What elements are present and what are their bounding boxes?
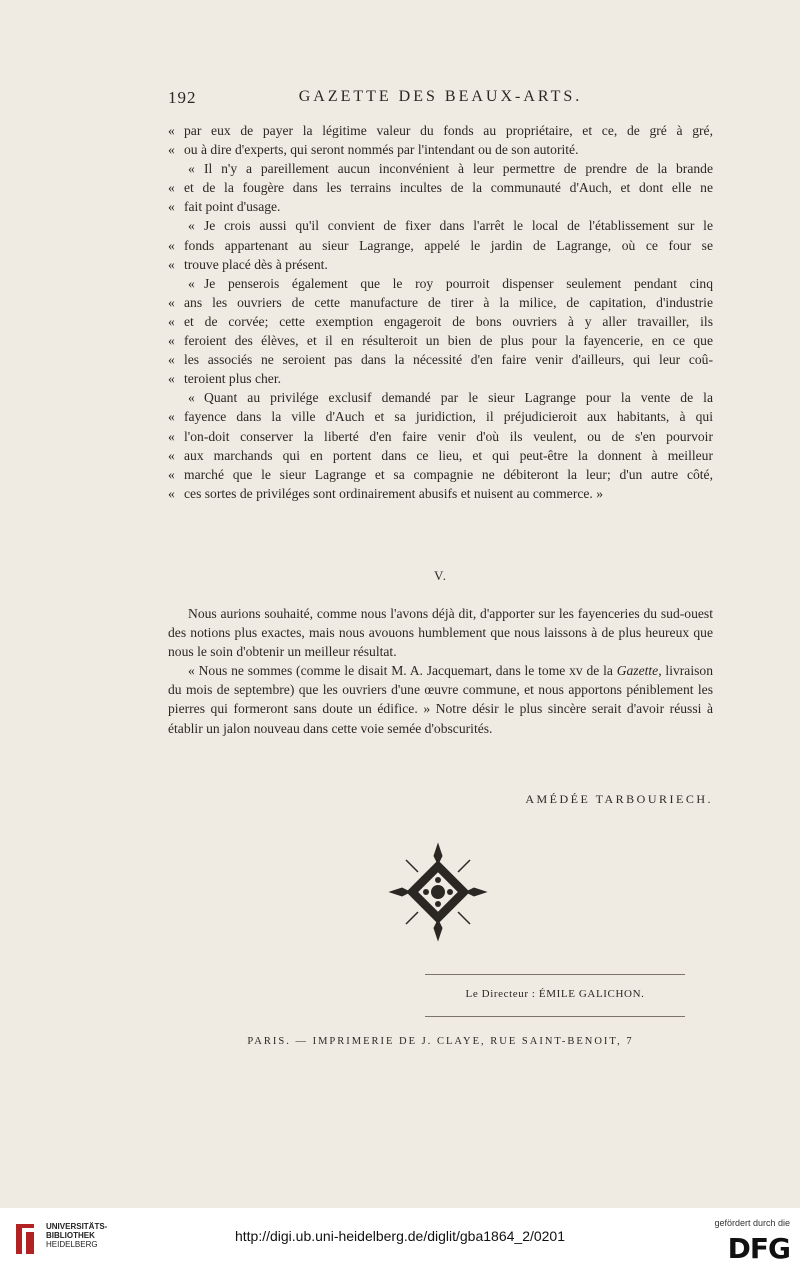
quote-line-text: feroient des élèves, et il en résulteroit un bien de plus pour la fayencerie, en ce que: [184, 333, 713, 349]
quote-line: [168, 312, 713, 331]
quote-line: [168, 331, 713, 350]
quote-mark: «: [188, 275, 195, 291]
quote-line-text: ces sortes de priviléges sont ordinairement abusifs et nuisent au commerce. »: [184, 485, 604, 501]
quote-line-text: et de corvée; cette exemption engageroit de bons ouvriers à y aller travailler, ils: [184, 313, 713, 329]
rule-bottom: [425, 1016, 685, 1017]
paragraph-2: « Nous ne sommes (comme le disait M. A. Jacquemart, dans le tome xv de la Gazette, livraison du mois de septembre) que les ouvriers d'une œuvre commune, et nous apportons péniblement les pierres qui formeront sans doute un édifice. » Notre désir le plus sincère serait d'avoir réussi à établir un jalon nouveau dans cette voie semée d'obscurités.: [168, 663, 713, 736]
quote-mark: «: [168, 123, 175, 138]
quote-line-text: aux marchands qui en portent dans ce lieu, et qui peut-être la donnent à meilleur: [184, 447, 713, 463]
quote-line-text: Il n'y a pareillement aucun inconvénient à leur permettre de prendre de la brande: [204, 161, 713, 177]
quote-mark: «: [168, 371, 175, 387]
quote-line-text: les associés ne seroient pas dans la nécessité d'en faire venir d'ailleurs, qui leur coû-: [184, 352, 713, 368]
quote-mark: «: [188, 218, 195, 234]
quote-mark: «: [188, 390, 195, 406]
quote-line: [168, 216, 713, 235]
quote-line: [168, 274, 713, 293]
quote-line-text: ou à dire d'experts, qui seront nommés par l'intendant ou de son autorité.: [184, 142, 579, 158]
quote-mark: «: [168, 294, 175, 310]
director-line: Le Directeur : ÉMILE GALICHON.: [465, 988, 645, 1000]
quote-mark: «: [168, 180, 175, 196]
quote-line: [168, 140, 713, 159]
quote-line-text: teroient plus cher.: [184, 371, 282, 387]
digital-copy-link[interactable]: http://digi.ub.uni-heidelberg.de/diglit/gba1864_2/0201: [234, 1228, 566, 1244]
quote-line: [168, 178, 713, 197]
quoted-letter-block: [168, 121, 713, 503]
quote-mark: «: [168, 256, 175, 272]
quote-line: [168, 159, 713, 178]
quote-line-text: l'on-doit conserver la liberté d'en faire venir d'où ils veulent, ou de s'en pourvoir: [184, 428, 713, 444]
running-title: GAZETTE DES BEAUX-ARTS.: [298, 88, 583, 105]
quote-line-text: Je penserois également que le roy pourroit dispenser seulement pendant cinq: [204, 275, 713, 291]
quote-mark: «: [168, 485, 175, 501]
closing-text: [168, 604, 713, 738]
printer-imprint: PARIS. — IMPRIMERIE DE J. CLAYE, RUE SAINT-BENOIT, 7: [247, 1036, 634, 1047]
author-signature: AMÉDÉE TARBOURIECH.: [525, 792, 713, 806]
quote-line-text: fonds appartenant au sieur Lagrange, appelé le jardin de Lagrange, où ce four se: [184, 237, 713, 253]
page-number: 192: [168, 88, 197, 107]
quote-line-text: marché que le sieur Lagrange et sa compagnie ne débiteront la leur; d'un autre côté,: [184, 466, 713, 482]
quote-line: [168, 369, 713, 388]
quote-mark: «: [168, 333, 175, 349]
quote-line-text: et de la fougère dans les terrains incultes de la communauté d'Auch, et dont elle ne: [184, 180, 713, 196]
quote-line: [168, 388, 713, 407]
rule-top: [425, 974, 685, 975]
quote-line: [168, 484, 713, 503]
gazette-italic: Gazette,: [616, 663, 662, 679]
quote-line-text: fayence dans la ville d'Auch et sa juridiction, il préjudicieroit aux habitants, à qui: [184, 409, 713, 425]
fleuron-ornament-icon: [386, 840, 490, 944]
digitization-footer: [0, 1208, 800, 1266]
section-heading: V.: [434, 568, 447, 583]
quote-mark: «: [168, 142, 175, 158]
quote-mark: «: [168, 428, 175, 444]
quote-line-text: fait point d'usage.: [184, 199, 281, 215]
dfg-logo: DFG: [727, 1232, 790, 1265]
quote-mark: «: [168, 313, 175, 329]
quote-line: [168, 446, 713, 465]
quote-mark: «: [168, 352, 175, 368]
quote-mark: «: [168, 466, 175, 482]
quote-line-text: ans les ouvriers de cette manufacture de tirer à la milice, de capitation, d'industrie: [184, 294, 713, 310]
quote-mark: «: [168, 199, 175, 215]
funding-label: gefördert durch die: [714, 1218, 790, 1228]
library-name: UNIVERSITÄTS- BIBLIOTHEK HEIDELBERG: [46, 1222, 108, 1249]
quote-line: [168, 236, 713, 255]
quote-line: [168, 350, 713, 369]
quote-line-text: Je crois aussi qu'il convient de fixer dans l'arrêt le local de l'établissement sur le: [204, 218, 713, 234]
quote-mark: «: [168, 447, 175, 463]
page-header: [168, 88, 713, 112]
quote-line: [168, 197, 713, 216]
quote-mark: «: [168, 409, 175, 425]
quote-line: [168, 427, 713, 446]
quote-line-text: Quant au privilége exclusif demandé par le sieur Lagrange pour la vente de la: [204, 390, 713, 406]
paragraph-1: Nous aurions souhaité, comme nous l'avons déjà dit, d'apporter sur les fayenceries du sud-ouest des notions plus exactes, mais nous avouons humblement que nous laissons à de plus heureux que nous le soin d'obtenir un meilleur résultat.: [168, 606, 713, 660]
quote-line: [168, 121, 713, 140]
quote-line: [168, 465, 713, 484]
quote-line: [168, 255, 713, 274]
quote-mark: «: [168, 237, 175, 253]
quote-mark: «: [188, 161, 195, 177]
quote-line: [168, 293, 713, 312]
quote-line-text: trouve placé dès à présent.: [184, 256, 328, 272]
quote-line-text: par eux de payer la légitime valeur du fonds au propriétaire, et ce, de gré à gré,: [184, 123, 713, 138]
quote-line: [168, 407, 713, 426]
